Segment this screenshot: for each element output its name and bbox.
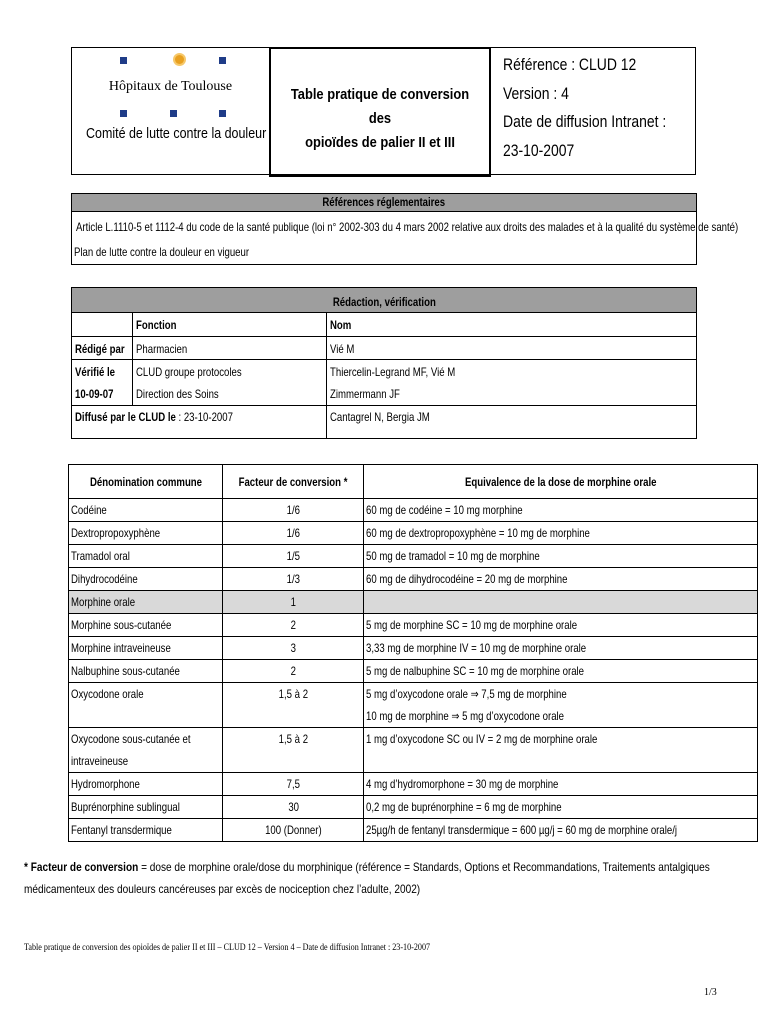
cell-denomination	[69, 796, 223, 819]
factor-text: 100 (Donner)	[265, 823, 322, 837]
redaction-box	[71, 287, 697, 439]
factor-text: 2	[290, 664, 297, 678]
logo-square-icon	[219, 110, 226, 117]
organization-name: Hôpitaux de Toulouse	[108, 79, 233, 94]
cell-factor	[223, 614, 364, 637]
footnote-label: * Facteur de conversion	[24, 860, 139, 874]
table-row	[69, 568, 758, 591]
equivalence-text: 4 mg d’hydromorphone = 30 mg de morphine	[366, 777, 559, 791]
verifie-nom-1: Thiercelin-Legrand MF, Vié M	[330, 365, 456, 379]
denomination-text: Buprénorphine sublingual	[71, 800, 180, 814]
table-row	[69, 773, 758, 796]
document-title-line2: opioïdes de palier II et III	[305, 134, 455, 151]
document-title-line1: Table pratique de conversion des	[290, 86, 470, 127]
col-divider	[326, 312, 327, 439]
denomination-text: Dihydrocodéine	[71, 572, 138, 586]
cell-factor	[223, 568, 364, 591]
cell-equivalence	[364, 568, 758, 591]
equivalence-text: 60 mg de dihydrocodéine = 20 mg de morphine	[366, 572, 568, 586]
denomination-text: Tramadol oral	[71, 549, 130, 563]
cell-equivalence	[364, 637, 758, 660]
factor-text: 30	[288, 800, 299, 814]
conversion-table	[68, 464, 758, 842]
diffuse-date: : 23-10-2007	[175, 410, 233, 424]
factor-text: 1,5 à 2	[278, 687, 309, 701]
factor-text: 2	[290, 618, 297, 632]
factor-text: 1/3	[286, 572, 301, 586]
cell-factor	[223, 660, 364, 683]
header-factor	[223, 465, 364, 499]
footnote	[24, 856, 759, 900]
cell-denomination	[69, 545, 223, 568]
denomination-text: Hydromorphone	[71, 777, 140, 791]
cell-factor	[223, 683, 364, 728]
cell-denomination	[69, 728, 223, 773]
equivalence-text: 60 mg de dextropropoxyphène = 10 mg de morphine	[366, 526, 591, 540]
denomination-text: Morphine intraveineuse	[71, 641, 171, 655]
header-denomination	[69, 465, 223, 499]
cell-denomination	[69, 568, 223, 591]
table-row	[69, 637, 758, 660]
factor-text: 1/6	[286, 503, 301, 517]
cell-equivalence	[364, 660, 758, 683]
cell-factor	[223, 796, 364, 819]
redaction-heading-bar	[72, 288, 696, 313]
table-row	[69, 499, 758, 522]
header-equivalence	[364, 465, 758, 499]
equivalence-text: 5 mg de morphine SC = 10 mg de morphine orale	[366, 618, 578, 632]
cell-denomination	[69, 499, 223, 522]
cell-equivalence	[364, 499, 758, 522]
col-nom-header: Nom	[330, 318, 352, 332]
equivalence-text: 3,33 mg de morphine IV = 10 mg de morphine orale	[366, 641, 587, 655]
cell-factor	[223, 819, 364, 842]
document-header	[71, 47, 696, 175]
cell-equivalence	[364, 545, 758, 568]
diffuse-nom: Cantagrel N, Bergia JM	[330, 410, 430, 424]
verifie-fonction-2: Direction des Soins	[136, 387, 219, 401]
equivalence-text: 1 mg d’oxycodone SC ou IV = 2 mg de morphine orale	[366, 732, 598, 746]
table-header-row	[69, 465, 758, 499]
table-row	[69, 728, 758, 773]
factor-text: 1,5 à 2	[278, 732, 309, 746]
table-row	[69, 660, 758, 683]
header-equivalence-text: Equivalence de la dose de morphine orale	[465, 474, 657, 489]
page-footer: Table pratique de conversion des opioïdes de palier II et III – CLUD 12 – Version 4 – Date de diffusion Intranet : 23-10-2007	[24, 942, 431, 952]
cell-denomination	[69, 637, 223, 660]
table-row	[69, 683, 758, 728]
cell-equivalence	[364, 614, 758, 637]
cell-denomination	[69, 819, 223, 842]
references-heading: Références réglementaires	[322, 195, 446, 209]
cell-denomination	[69, 683, 223, 728]
verifie-fonction-1: CLUD groupe protocoles	[136, 365, 242, 379]
logo-cell	[72, 48, 269, 174]
table-row	[69, 591, 758, 614]
header-denomination-text: Dénomination commune	[89, 474, 202, 489]
equivalence-text: 25µg/h de fentanyl transdermique = 600 µg/j = 60 mg de morphine orale/j	[366, 823, 678, 837]
cell-denomination	[69, 591, 223, 614]
page-number: 1/3	[704, 987, 717, 998]
cell-equivalence	[364, 728, 758, 773]
committee-name: Comité de lutte contre la douleur	[86, 126, 267, 142]
denomination-text: Oxycodone orale	[71, 687, 144, 701]
logo-square-icon	[219, 57, 226, 64]
cell-factor	[223, 545, 364, 568]
cell-denomination	[69, 614, 223, 637]
denomination-text: Morphine sous-cutanée	[71, 618, 172, 632]
equivalence-text: 0,2 mg de buprénorphine = 6 mg de morphine	[366, 800, 563, 814]
cell-factor	[223, 637, 364, 660]
denomination-text: Oxycodone sous-cutanée et	[71, 732, 191, 746]
cell-factor	[223, 499, 364, 522]
redige-label: Rédigé par	[75, 342, 125, 356]
table-row	[69, 614, 758, 637]
col-divider	[132, 312, 133, 406]
cell-equivalence	[364, 819, 758, 842]
equivalence-text: 50 mg de tramadol = 10 mg de morphine	[366, 549, 541, 563]
logo-square-icon	[120, 57, 127, 64]
logo-square-icon	[120, 110, 127, 117]
table-row	[69, 796, 758, 819]
denomination-text: Morphine orale	[71, 595, 136, 609]
denomination-text: Dextropropoxyphène	[71, 526, 161, 540]
reference-cell	[491, 48, 696, 174]
logo-sun-icon	[175, 55, 184, 64]
factor-text: 1	[290, 595, 297, 609]
cell-denomination	[69, 660, 223, 683]
equivalence-text: 60 mg de codéine = 10 mg morphine	[366, 503, 524, 517]
cell-factor	[223, 591, 364, 614]
cell-factor	[223, 728, 364, 773]
table-row	[69, 522, 758, 545]
references-box	[71, 193, 739, 265]
header-factor-text: Facteur de conversion *	[239, 474, 348, 489]
version: Version : 4	[503, 84, 569, 103]
title-cell	[269, 47, 491, 177]
equivalence-text: 5 mg de nalbuphine SC = 10 mg de morphine orale	[366, 664, 585, 678]
cell-equivalence	[364, 773, 758, 796]
equivalence-text: 10 mg de morphine ⇒ 5 mg d’oxycodone orale	[366, 709, 565, 723]
cell-factor	[223, 773, 364, 796]
equivalence-text: 5 mg d’oxycodone orale ⇒ 7,5 mg de morphine	[366, 687, 568, 701]
row-divider	[72, 336, 696, 337]
denomination-text: Nalbuphine sous-cutanée	[71, 664, 180, 678]
denomination-text: Fentanyl transdermique	[71, 823, 172, 837]
cell-equivalence	[364, 796, 758, 819]
factor-text: 7,5	[286, 777, 301, 791]
diffusion-date: 23-10-2007	[503, 141, 575, 160]
table-row	[69, 545, 758, 568]
table-row	[69, 819, 758, 842]
cell-denomination	[69, 773, 223, 796]
denomination-text: intraveineuse	[71, 754, 129, 768]
references-line1: Article L.1110-5 et 1112-4 du code de la santé publique (loi n° 2002-303 du 4 mars 2002 relative aux droits des malades et à la qualité du système de santé)	[76, 220, 739, 234]
row-divider	[72, 405, 696, 406]
cell-equivalence	[364, 522, 758, 545]
conversion-table-body	[69, 465, 758, 842]
reference-code: Référence : CLUD 12	[503, 55, 637, 74]
footnote-text: = dose de morphine orale/dose du morphinique (référence = Standards, Options et Recommandations, Traitements antalgiques médicamenteux des douleurs cancéreuses par excès de nociception chez l’adulte, 2002)	[24, 860, 710, 896]
document-title	[286, 83, 473, 155]
verifie-label: Vérifié le	[75, 365, 116, 379]
references-heading-bar	[72, 194, 696, 212]
redige-fonction: Pharmacien	[136, 342, 188, 356]
diffusion-label: Date de diffusion Intranet :	[503, 112, 667, 131]
redige-nom: Vié M	[330, 342, 355, 356]
cell-denomination	[69, 522, 223, 545]
redaction-heading: Rédaction, vérification	[332, 295, 436, 309]
col-fonction-header: Fonction	[136, 318, 177, 332]
references-line2: Plan de lutte contre la douleur en vigueur	[74, 245, 250, 259]
factor-text: 3	[290, 641, 297, 655]
factor-text: 1/5	[286, 549, 301, 563]
diffuse-row	[75, 410, 233, 424]
verifie-nom-2: Zimmermann JF	[330, 387, 400, 401]
factor-text: 1/6	[286, 526, 301, 540]
logo-square-icon	[170, 110, 177, 117]
cell-equivalence	[364, 683, 758, 728]
cell-factor	[223, 522, 364, 545]
denomination-text: Codéine	[71, 503, 107, 517]
cell-equivalence	[364, 591, 758, 614]
row-divider	[72, 359, 696, 360]
verifie-date: 10-09-07	[75, 387, 114, 401]
diffuse-label: Diffusé par le CLUD le	[75, 410, 176, 424]
